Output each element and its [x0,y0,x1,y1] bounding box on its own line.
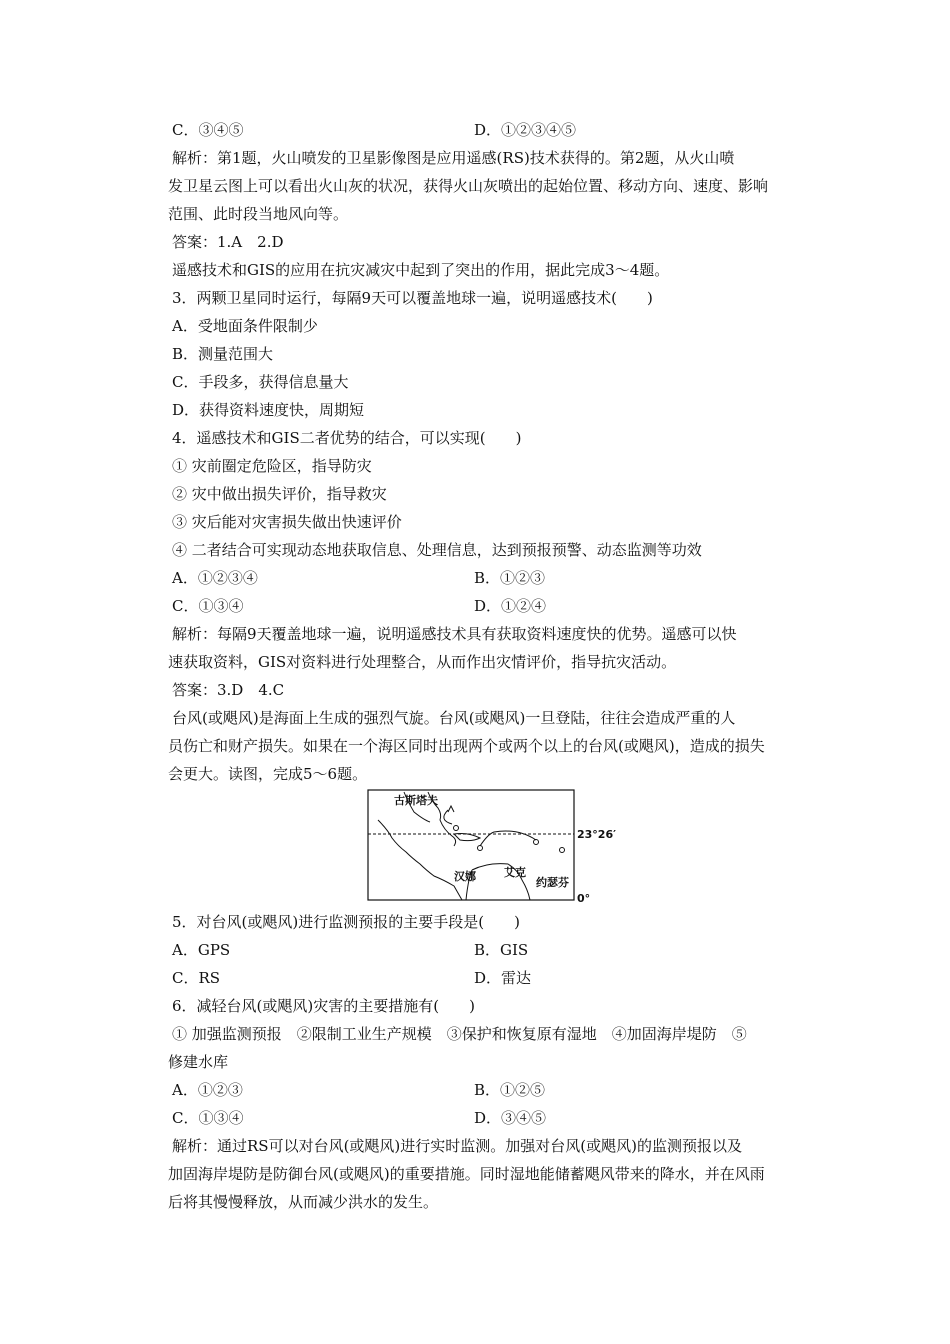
label-hanna: 汉娜 [454,870,476,883]
arrow-icon [448,806,454,812]
label-josephine: 约瑟芬 [536,876,569,889]
option-a: A．受地面条件限制少 [172,317,318,335]
storm-ike-icon [534,840,539,845]
option-a: A．①②③ [172,1081,243,1099]
storm-gustav-icon [454,826,459,831]
option-d: D．获得资料速度快，周期短 [172,401,365,419]
question-6: 6．减轻台风(或飓风)灾害的主要措施有( ) [172,997,475,1015]
option-d: D．①②③④⑤ [474,121,577,139]
intro-line: 员伤亡和财产损失。如果在一个海区同时出现两个或两个以上的台风(或飓风)，造成的损失 [168,737,765,755]
statement-item: 修建水库 [168,1053,229,1071]
option-d: D．③④⑤ [474,1109,547,1127]
analysis-line: 后将其慢慢释放，从而减少洪水的发生。 [168,1193,439,1211]
option-a: A．GPS [172,941,231,959]
storm-josephine-icon [560,848,565,853]
intro-line: 遥感技术和GIS的应用在抗灾减灾中起到了突出的作用，据此完成3～4题。 [172,261,670,279]
option-b: B．GIS [474,941,529,959]
option-b: B．①②③ [474,569,546,587]
analysis-line: 加固海岸堤防是防御台风(或飓风)的重要措施。同时湿地能储蓄飓风带来的降水，并在风雨 [168,1165,765,1183]
label-equator: 0° [577,892,591,905]
option-a: A．①②③④ [172,569,258,587]
analysis-line: 解析：通过RS可以对台风(或飓风)进行实时监测。加强对台风(或飓风)的监测预报以及 [172,1137,742,1155]
analysis-line: 解析：每隔9天覆盖地球一遍，说明遥感技术具有获取资料速度快的优势。遥感可以快 [172,625,737,643]
storm-hanna-icon [478,846,483,851]
option-c: C．①③④ [172,1109,244,1127]
statement-item: ④ 二者结合可实现动态地获取信息、处理信息，达到预报预警、动态监测等功效 [172,541,702,559]
label-gustav: 古斯塔夫 [394,794,438,807]
option-b: B．①②⑤ [474,1081,546,1099]
label-ike: 艾克 [504,866,526,879]
statement-item: ② 灾中做出损失评价，指导救灾 [172,485,387,503]
coastline-west [378,820,462,900]
option-d: D．①②④ [474,597,547,615]
answer-line: 答案：1.A 2.D [172,233,284,251]
statement-item: ① 灾前圈定危险区，指导防灾 [172,457,372,475]
hurricane-map [368,790,617,905]
option-c: C．①③④ [172,597,244,615]
island-cuba [454,834,480,841]
track-ike [480,831,536,846]
statement-item: ① 加强监测预报 ②限制工业生产规模 ③保护和恢复原有湿地 ④加固海岸堤防 ⑤ [172,1025,747,1043]
label-tropic-latitude: 23°26′ [577,828,617,841]
option-c: C．RS [172,969,221,987]
analysis-line: 速获取资料，GIS对资料进行处理整合，从而作出灾情评价，指导抗灾活动。 [168,653,677,671]
question-5: 5．对台风(或飓风)进行监测预报的主要手段是( ) [172,913,520,931]
option-c: C．③④⑤ [172,121,244,139]
statement-item: ③ 灾后能对灾害损失做出快速评价 [172,513,402,531]
option-c: C．手段多，获得信息量大 [172,373,349,391]
analysis-line: 范围、此时段当地风向等。 [168,205,349,223]
question-4: 4．遥感技术和GIS二者优势的结合，可以实现( ) [172,429,522,447]
answer-line: 答案：3.D 4.C [172,681,285,699]
intro-line: 会更大。读图，完成5～6题。 [168,765,368,783]
track-gustav [444,810,452,824]
question-3: 3．两颗卫星同时运行，每隔9天可以覆盖地球一遍，说明遥感技术( ) [172,289,653,307]
map-figure [368,790,617,905]
analysis-line: 解析：第1题，火山喷发的卫星影像图是应用遥感(RS)技术获得的。第2题，从火山喷 [172,149,735,167]
option-b: B．测量范围大 [172,345,274,363]
intro-line: 台风(或飓风)是海面上生成的强烈气旋。台风(或飓风)一旦登陆，往往会造成严重的人 [172,709,736,727]
option-d: D．雷达 [474,969,532,987]
analysis-line: 发卫星云图上可以看出火山灰的状况，获得火山灰喷出的起始位置、移动方向、速度、影响 [168,177,769,195]
